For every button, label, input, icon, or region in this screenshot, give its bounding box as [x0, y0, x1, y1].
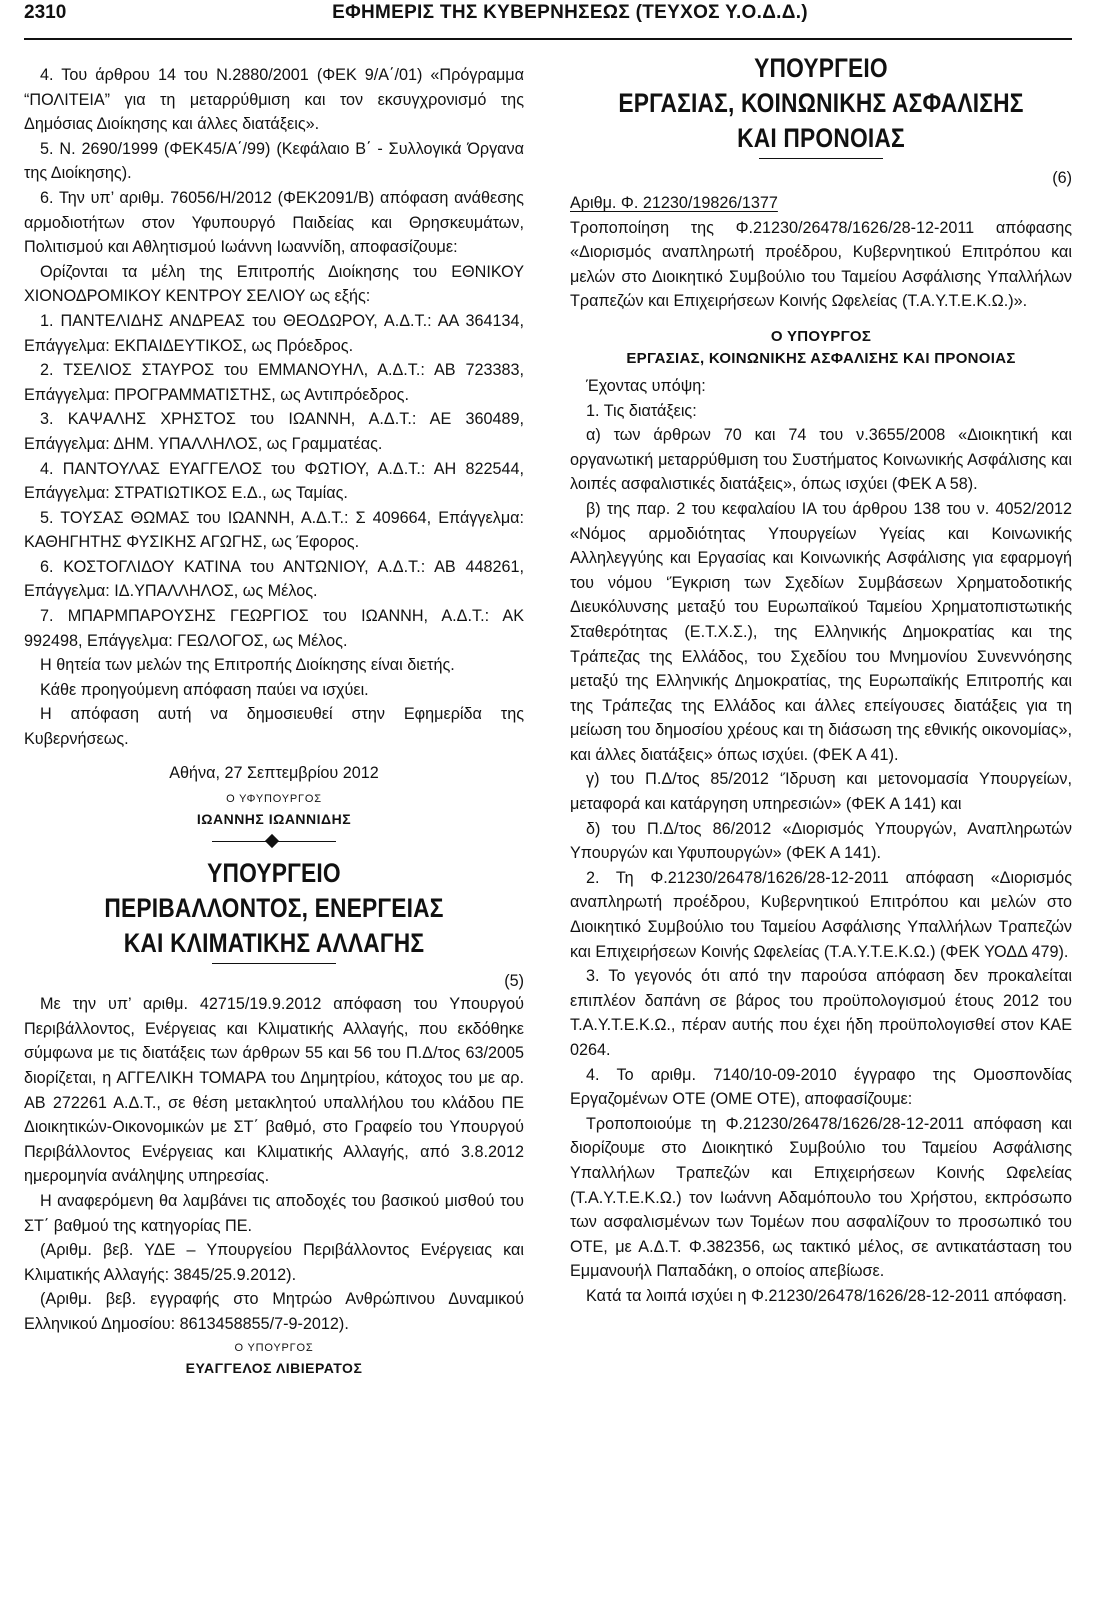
paragraph: 2. Τη Φ.21230/26478/1626/28-12-2011 απόφαση «Διορισμός αναπληρωτή προέδρου, Κυβερνητικού Επιτρόπου και μελών στο Διοικητικό Συμβούλιο του Ταμείου Ασφάλισης Υπαλλήλων Τραπεζών και Επιχειρήσεων Κοινής Ωφελείας (Τ.Α.Υ.Τ.Ε.Κ.Ω.) (ΦΕΚ ΥΟΔΔ 479). — [570, 868, 1072, 961]
gazette-title: ΕΦΗΜΕΡΙΣ ΤΗΣ ΚΥΒΕΡΝΗΣΕΩΣ (ΤΕΥΧΟΣ Υ.Ο.Δ.Δ.) — [332, 2, 808, 23]
paragraph: γ) του Π.Δ/τος 85/2012 ‘Ίδρυση και μετονομασία Υπουργείων, μεταφορά και κατάργηση υπηρεσιών» (ΦΕΚ Α 141) και — [570, 770, 1072, 814]
minister-heading: ΕΡΓΑΣΙΑΣ, ΚΟΙΝΩΝΙΚΗΣ ΑΣΦΑΛΙΣΗΣ ΚΑΙ ΠΡΟΝΟΙΑΣ — [626, 349, 1016, 367]
signer-title: Ο ΥΦΥΠΟΥΡΓΟΣ — [226, 793, 322, 806]
title-underline — [759, 158, 883, 159]
member-item: 7. ΜΠΑΡΜΠΑΡΟΥΣΗΣ ΓΕΩΡΓΙΟΣ του ΙΩΑΝΝΗ, Α.Δ.Τ.: ΑΚ 992498, Επάγγελμα: ΓΕΩΛΟΓΟΣ, ως Μέλος. — [24, 607, 524, 650]
member-item: 4. ΠΑΝΤΟΥΛΑΣ ΕΥΑΓΓΕΛΟΣ του ΦΩΤΙΟΥ, Α.Δ.Τ.: ΑΗ 822544, Επάγγελμα: ΣΤΡΑΤΙΩΤΙΚΟΣ Ε.Δ., ως Ταμίας. — [24, 459, 524, 503]
ministry-title-line: ΕΡΓΑΣΙΑΣ, ΚΟΙΝΩΝΙΚΗΣ ΑΣΦΑΛΙΣΗΣ — [618, 88, 1024, 118]
paragraph: Με την υπ’ αριθμ. 42715/19.9.2012 απόφαση του Υπουργού Περιβάλλοντος, Ενέργειας και Κλιματικής Αλλαγής, που εκδόθηκε σύμφωνα με τις διατάξεις των άρθρων 55 και 56 του Π.Δ/τος 63/2005 διορίζεται, η ΑΓΓΕΛΙΚΗ ΤΟΜΑΡΑ του Δημητρίου, κάτοχος του με αρ. ΑΒ 272261 Α.Δ.Τ., σε θέση μετακλητού υπαλλήλου του κλάδου ΠΕ Διοικητικών-Οικονομικών με ΣΤ΄ βαθμό, στο Γραφείο του Υπουργού Περιβάλλοντος Ενέργειας και Κλιματικής Αλλαγής, από 3.8.2012 ημερομηνία ανάληψης υπηρεσίας. — [24, 995, 524, 1186]
ministry-title-line: ΥΠΟΥΡΓΕΙΟ — [754, 53, 888, 83]
right-column — [570, 53, 1072, 1379]
minister-heading: Ο ΥΠΟΥΡΓΟΣ — [770, 327, 872, 345]
member-item: 5. ΤΟΥΣΑΣ ΘΩΜΑΣ του ΙΩΑΝΝΗ, Α.Δ.Τ.: Σ 409664, Επάγγελμα: ΚΑΘΗΓΗΤΗΣ ΦΥΣΙΚΗΣ ΑΓΩΓΗΣ, ως Έφορος. — [24, 508, 524, 552]
member-item: 2. ΤΣΕΛΙΟΣ ΣΤΑΥΡΟΣ του ΕΜΜΑΝΟΥΗΛ, Α.Δ.Τ.: ΑΒ 723383, Επάγγελμα: ΠΡΟΓΡΑΜΜΑΤΙΣΤΗΣ, ως Αντιπρόεδρος. — [24, 361, 524, 404]
paragraph: (Αριθμ. βεβ. εγγραφής στο Μητρώο Ανθρώπινου Δυναμικού Ελληνικού Δημοσίου: 8613458855/7-9-2012). — [24, 1290, 524, 1333]
paragraph: 5. Ν. 2690/1999 (ΦΕΚ45/Α΄/99) (Κεφάλαιο Β΄ - Συλλογικά Όργανα της Διοίκησης). — [24, 139, 524, 183]
date-line: Αθήνα, 27 Σεπτεμβρίου 2012 — [169, 763, 379, 782]
paragraph: 3. Το γεγονός ότι από την παρούσα απόφαση δεν προκαλείται επιπλέον δαπάνη σε βάρος του προϋπολογισμού έτους 2012 του Τ.Α.Υ.Τ.Ε.Κ.Ω., πέραν αυτής που έχει ήδη προϋπολογισθεί στον ΚΑΕ 0264. — [570, 967, 1072, 1059]
page-number: 2310 — [24, 2, 67, 23]
decision-ref-number: Αριθμ. Φ. 21230/19826/1377 — [570, 194, 778, 212]
page-header — [24, 0, 1072, 40]
paragraph: 4. Του άρθρου 14 του Ν.2880/2001 (ΦΕΚ 9/Α΄/01) «Πρόγραμμα “ΠΟΛΙΤΕΙΑ” για τη μεταρρύθμιση και τον εκσυγχρονισμό της Δημόσιας Διοίκησης και άλλες διατάξεις». — [24, 66, 524, 134]
paragraph: 6. Την υπ’ αριθμ. 76056/Η/2012 (ΦΕΚ2091/Β) απόφαση ανάθεσης αρμοδιοτήτων στον Υφυπουργό Παιδείας και Θρησκευμάτων, Πολιτισμού και Αθλητισμού Ιωάννη Ιωαννίδη, αποφασίζουμε: — [24, 188, 524, 257]
decision-ref — [570, 191, 1072, 216]
decision-number: (5) — [504, 972, 524, 991]
signer-title: Ο ΥΠΟΥΡΓΟΣ — [234, 1341, 314, 1354]
paragraph: α) των άρθρων 70 και 74 του ν.3655/2008 «Διοικητική και οργανωτική μεταρρύθμιση του Συστήματος Κοινωνικής Ασφάλισης και λοιπές ασφαλιστικές διατάξεις», όπως ισχύει (ΦΕΚ Α 58). — [570, 426, 1072, 494]
member-item: 3. ΚΑΨΑΛΗΣ ΧΡΗΣΤΟΣ του ΙΩΑΝΝΗ, Α.Δ.Τ.: ΑΕ 360489, Επάγγελμα: ΔΗΜ. ΥΠΑΛΛΗΛΟΣ, ως Γραμματέας. — [24, 410, 524, 453]
paragraph: 1. Τις διατάξεις: — [586, 401, 697, 420]
member-item: 6. ΚΟΣΤΟΓΛΙΔΟΥ ΚΑΤΙΝΑ του ΑΝΤΩΝΙΟΥ, Α.Δ.Τ.: ΑΒ 448261, Επάγγελμα: ΙΔ.ΥΠΑΛΛΗΛΟΣ, ως Μέλος. — [24, 557, 524, 601]
paragraph: δ) του Π.Δ/τος 86/2012 «Διορισμός Υπουργών, Αναπληρωτών Υπουργών και Υφυπουργών» (ΦΕΚ Α 141). — [570, 819, 1072, 863]
paragraph: Η αναφερόμενη θα λαμβάνει τις αποδοχές του βασικού μισθού του ΣΤ΄ βαθμού της κατηγορίας ΠΕ. — [24, 1191, 524, 1235]
ministry-title-line: ΚΑΙ ΚΛΙΜΑΤΙΚΗΣ ΑΛΛΑΓΗΣ — [123, 928, 425, 959]
paragraph: (Αριθμ. βεβ. ΥΔΕ – Υπουργείου Περιβάλλοντος Ενέργειας και Κλιματικής Αλλαγής: 3845/25.9.2012). — [24, 1241, 524, 1284]
ministry-title-line: ΠΕΡΙΒΑΛΛΟΝΤΟΣ, ΕΝΕΡΓΕΙΑΣ — [104, 893, 444, 924]
paragraph: Η απόφαση αυτή να δημοσιευθεί στην Εφημερίδα της Κυβερνήσεως. — [24, 705, 524, 749]
columns — [24, 53, 1072, 1379]
section-separator — [212, 834, 336, 848]
member-item: 1. ΠΑΝΤΕΛΙΔΗΣ ΑΝΔΡΕΑΣ του ΘΕΟΔΩΡΟΥ, Α.Δ.Τ.: ΑΑ 364134, Επάγγελμα: ΕΚΠΑΙΔΕΥΤΙΚΟΣ, ως Πρόεδρος. — [24, 311, 524, 355]
ministry-title-line: ΚΑΙ ΠΡΟΝΟΙΑΣ — [737, 123, 905, 153]
paragraph: Η θητεία των μελών της Επιτροπής Διοίκησης είναι διετής. — [40, 656, 455, 675]
diamond-icon — [265, 834, 279, 848]
paragraph: 4. Το αριθμ. 7140/10-09-2010 έγγραφο της Ομοσπονδίας Εργαζομένων ΟΤΕ (ΟΜΕ ΟΤΕ), αποφασίζουμε: — [570, 1065, 1072, 1109]
title-underline — [212, 963, 336, 964]
paragraph: β) της παρ. 2 του κεφαλαίου ΙΑ του άρθρου 138 του ν. 4052/2012 «Νόμος αρμοδιότητας Υπουργείων Υγείας και Κοινωνικής Αλληλεγγύης και Εργασίας και Κοινωνικής Ασφάλισης για εφαρμογή του νόμου ‘Έγκριση των Σχεδίων Συμβάσεων Χρηματοδοτικής Διευκόλυνσης μεταξύ του Ευρωπαϊκού Ταμείου Χρηματοπιστωτικής Σταθερότητας (Ε.Τ.Χ.Σ.), της Ελληνικής Δημοκρατίας και της Τράπεζας της Ελλάδος, του Σχεδίου του Μνημονίου Συνεννόησης μεταξύ της Ελληνικής Δημοκρατίας, της Ευρωπαϊκής Επιτροπής και της Τράπεζας της Ελλάδος και άλλες επείγουσες διατάξεις για τη μείωση του δημοσίου χρέους και τη διάσωση της εθνικής οικονομίας», και άλλες διατάξεις» όπως ισχύει. (ΦΕΚ Α 41). — [570, 499, 1072, 764]
signer-name: ΙΩΑΝΝΗΣ ΙΩΑΝΝΙΔΗΣ — [196, 811, 352, 828]
paragraph: Ορίζονται τα μέλη της Επιτροπής Διοίκησης του ΕΘΝΙΚΟΥ ΧΙΟΝΟΔΡΟΜΙΚΟΥ ΚΕΝΤΡΟΥ ΣΕΛΙΟΥ ως εξής: — [24, 262, 524, 306]
paragraph: Τροποποιούμε τη Φ.21230/26478/1626/28-12-2011 απόφαση και διορίζουμε στο Διοικητικό Συμβούλιο του Ταμείου Ασφάλισης Υπαλλήλων Τραπεζών και Επιχειρήσεων Κοινής Ωφελείας (Τ.Α.Υ.Τ.Ε.Κ.Ω.) τον Ιωάννη Αδαμόπουλο του Χρήστου, εκπρόσωπο των ασφαλισμένων των Τομέων που ασφαλίζουν το προσωπικό του ΟΤΕ, με Α.Δ.Τ. Φ.382356, ως τακτικό μέλος, σε αντικατάσταση του Εμμανουήλ Παπαδάκη, ο οποίος απεβίωσε. — [570, 1114, 1072, 1281]
paragraph: Κάθε προηγούμενη απόφαση παύει να ισχύει. — [40, 680, 369, 699]
paragraph: Κατά τα λοιπά ισχύει η Φ.21230/26478/1626/28-12-2011 απόφαση. — [586, 1286, 1067, 1305]
decision-subject: Τροποποίηση της Φ.21230/26478/1626/28-12-2011 απόφασης «Διορισμός αναπληρωτή προέδρου, Κυβερνητικού Επιτρόπου και μελών στο Διοικητικό Συμβούλιο του Ταμείου Ασφάλισης Υπαλλήλων Τραπεζών και Επιχειρήσεων Κοινής Ωφελείας (Τ.Α.Υ.Τ.Ε.Κ.Ω.)». — [570, 218, 1072, 311]
ministry-title-line: ΥΠΟΥΡΓΕΙΟ — [207, 858, 341, 889]
signer-name: ΕΥΑΓΓΕΛΟΣ ΛΙΒΙΕΡΑΤΟΣ — [185, 1359, 363, 1376]
paragraph: Έχοντας υπόψη: — [586, 376, 706, 395]
decision-number: (6) — [1052, 169, 1072, 187]
left-column — [24, 63, 524, 1379]
